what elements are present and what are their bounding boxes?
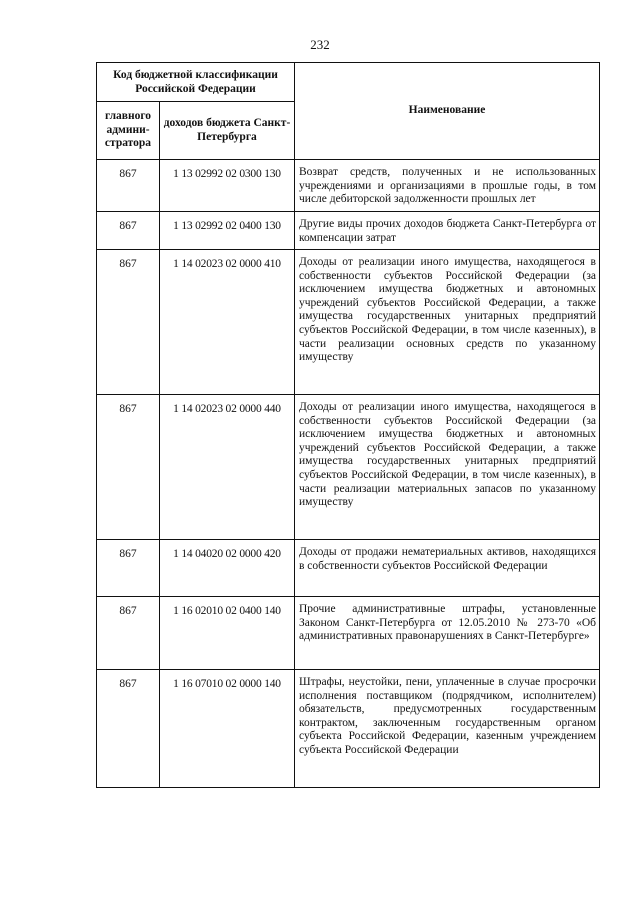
cell-code: 1 13 02992 02 0300 130	[160, 160, 295, 212]
cell-name: Штрафы, неустойки, пени, уплаченные в случае просрочки исполнения поставщиком (подрядчиком, исполнителем) обязательств, предусмотренных государственным контрактом, заключенным государственным органом субъекта Российской Федерации, казенным учреждением субъекта Российской Федерации	[295, 670, 600, 788]
cell-admin: 867	[97, 250, 160, 395]
cell-name: Доходы от реализации иного имущества, находящегося в собственности субъектов Российской Федерации (за исключением имущества бюджетных и автономных учреждений субъектов Российской Федерации, а также имущества государственных унитарных предприятий субъектов Российской Федерации, в том числе казенных), в части реализации материальных запасов по указанному имуществу	[295, 395, 600, 540]
cell-name: Доходы от продажи нематериальных активов, находящихся в собственности субъектов Российской Федерации	[295, 540, 600, 597]
header-name: Наименование	[295, 63, 600, 160]
cell-admin: 867	[97, 212, 160, 250]
table-row	[97, 160, 600, 212]
table-row	[97, 540, 600, 597]
cell-admin: 867	[97, 160, 160, 212]
cell-name: Доходы от реализации иного имущества, находящегося в собственности субъектов Российской Федерации (за исключением имущества бюджетных и автономных учреждений субъектов Российской Федерации, а также имущества государственных унитарных предприятий субъектов Российской Федерации, в том числе казенных), в части реализации основных средств по указанному имуществу	[295, 250, 600, 395]
cell-name: Прочие административные штрафы, установленные Законом Санкт-Петербурга от 12.05.2010 № 273-70 «Об административных правонарушениях в Санкт-Петербурге»	[295, 597, 600, 670]
table-row	[97, 212, 600, 250]
cell-code: 1 14 02023 02 0000 440	[160, 395, 295, 540]
cell-code: 1 16 02010 02 0400 140	[160, 597, 295, 670]
cell-admin: 867	[97, 597, 160, 670]
page-number: 232	[310, 37, 330, 52]
cell-code: 1 14 02023 02 0000 410	[160, 250, 295, 395]
table-row	[97, 250, 600, 395]
header-budget-income: доходов бюджета Санкт-Петербурга	[160, 102, 295, 160]
table-row	[97, 395, 600, 540]
cell-admin: 867	[97, 540, 160, 597]
header-main-administrator: главного админи-стратора	[97, 102, 160, 160]
cell-name: Другие виды прочих доходов бюджета Санкт-Петербурга от компенсации затрат	[295, 212, 600, 250]
cell-admin: 867	[97, 395, 160, 540]
cell-code: 1 16 07010 02 0000 140	[160, 670, 295, 788]
table-row	[97, 670, 600, 788]
header-classification-code: Код бюджетной классификации Российской Федерации	[97, 63, 295, 102]
cell-name: Возврат средств, полученных и не использованных учреждениями и организациями в прошлые годы, в том числе дебиторской задолженности прошлых лет	[295, 160, 600, 212]
cell-admin: 867	[97, 670, 160, 788]
table-row	[97, 597, 600, 670]
budget-classification-table	[96, 62, 600, 788]
cell-code: 1 13 02992 02 0400 130	[160, 212, 295, 250]
cell-code: 1 14 04020 02 0000 420	[160, 540, 295, 597]
